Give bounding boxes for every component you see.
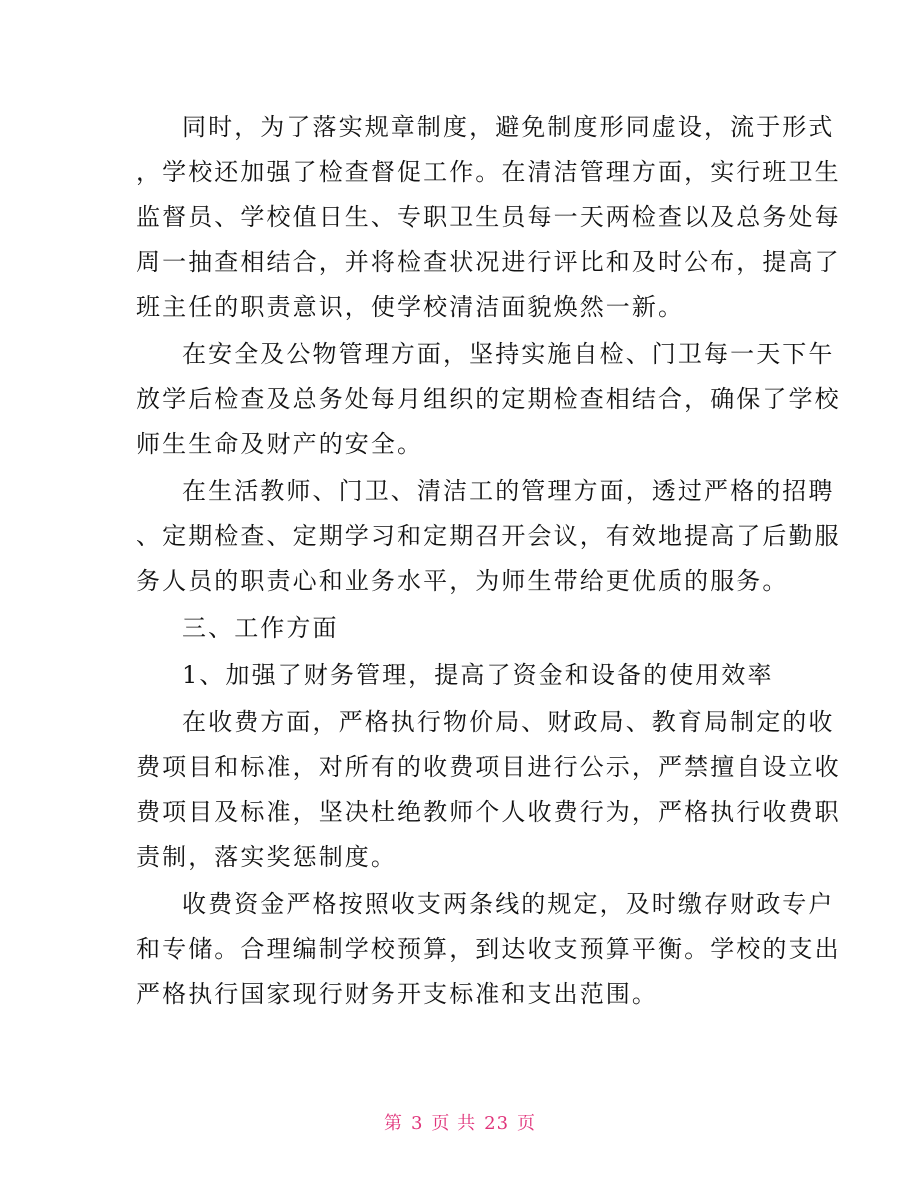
- paragraph-line: ，学校还加强了检查督促工作。在清洁管理方面，实行班卫生: [136, 158, 841, 186]
- paragraph-line: 费项目及标准，坚决杜绝教师个人收费行为，严格执行收费职: [136, 798, 841, 826]
- paragraph-line: 同时，为了落实规章制度，避免制度形同虚设，流于形式: [182, 113, 835, 141]
- page-footer: [0, 1110, 920, 1138]
- paragraph-line: 在收费方面，严格执行物价局、财政局、教育局制定的收: [182, 708, 835, 736]
- paragraph-line: 和专储。合理编制学校预算，到达收支预算平衡。学校的支出: [136, 935, 841, 963]
- paragraph-line: 师生生命及财产的安全。: [136, 430, 424, 458]
- paragraph-line: 在生活教师、门卫、清洁工的管理方面，透过严格的招聘: [182, 477, 835, 505]
- paragraph-line: 放学后检查及总务处每月组织的定期检查相结合，确保了学校: [136, 385, 841, 413]
- paragraph-line: 务人员的职责心和业务水平，为师生带给更优质的服务。: [136, 567, 789, 595]
- paragraph-line: 责制，落实奖惩制度。: [136, 843, 397, 871]
- paragraph-line: 严格执行国家现行财务开支标准和支出范围。: [136, 980, 658, 1008]
- section-heading: 三、工作方面: [182, 614, 339, 642]
- subsection-heading: 1、加强了财务管理，提高了资金和设备的使用效率: [182, 661, 774, 689]
- footer-suffix: 页: [517, 1113, 537, 1134]
- paragraph-line: 监督员、学校值日生、专职卫生员每一天两检查以及总务处每: [136, 203, 841, 231]
- paragraph-line: 费项目和标准，对所有的收费项目进行公示，严禁擅自设立收: [136, 753, 841, 781]
- paragraph-line: 班主任的职责意识，使学校清洁面貌焕然一新。: [136, 293, 685, 321]
- paragraph-line: 周一抽查相结合，并将检查状况进行评比和及时公布，提高了: [136, 248, 841, 276]
- paragraph-line: 、定期检查、定期学习和定期召开会议，有效地提高了后勤服: [136, 522, 841, 550]
- paragraph-line: 在安全及公物管理方面，坚持实施自检、门卫每一天下午: [182, 340, 835, 368]
- footer-prefix: 第: [383, 1113, 403, 1134]
- paragraph-line: 收费资金严格按照收支两条线的规定，及时缴存财政专户: [182, 890, 835, 918]
- current-page-number: 3: [410, 1113, 424, 1134]
- footer-mid: 页 共: [431, 1113, 477, 1134]
- total-page-count: 23: [484, 1113, 510, 1134]
